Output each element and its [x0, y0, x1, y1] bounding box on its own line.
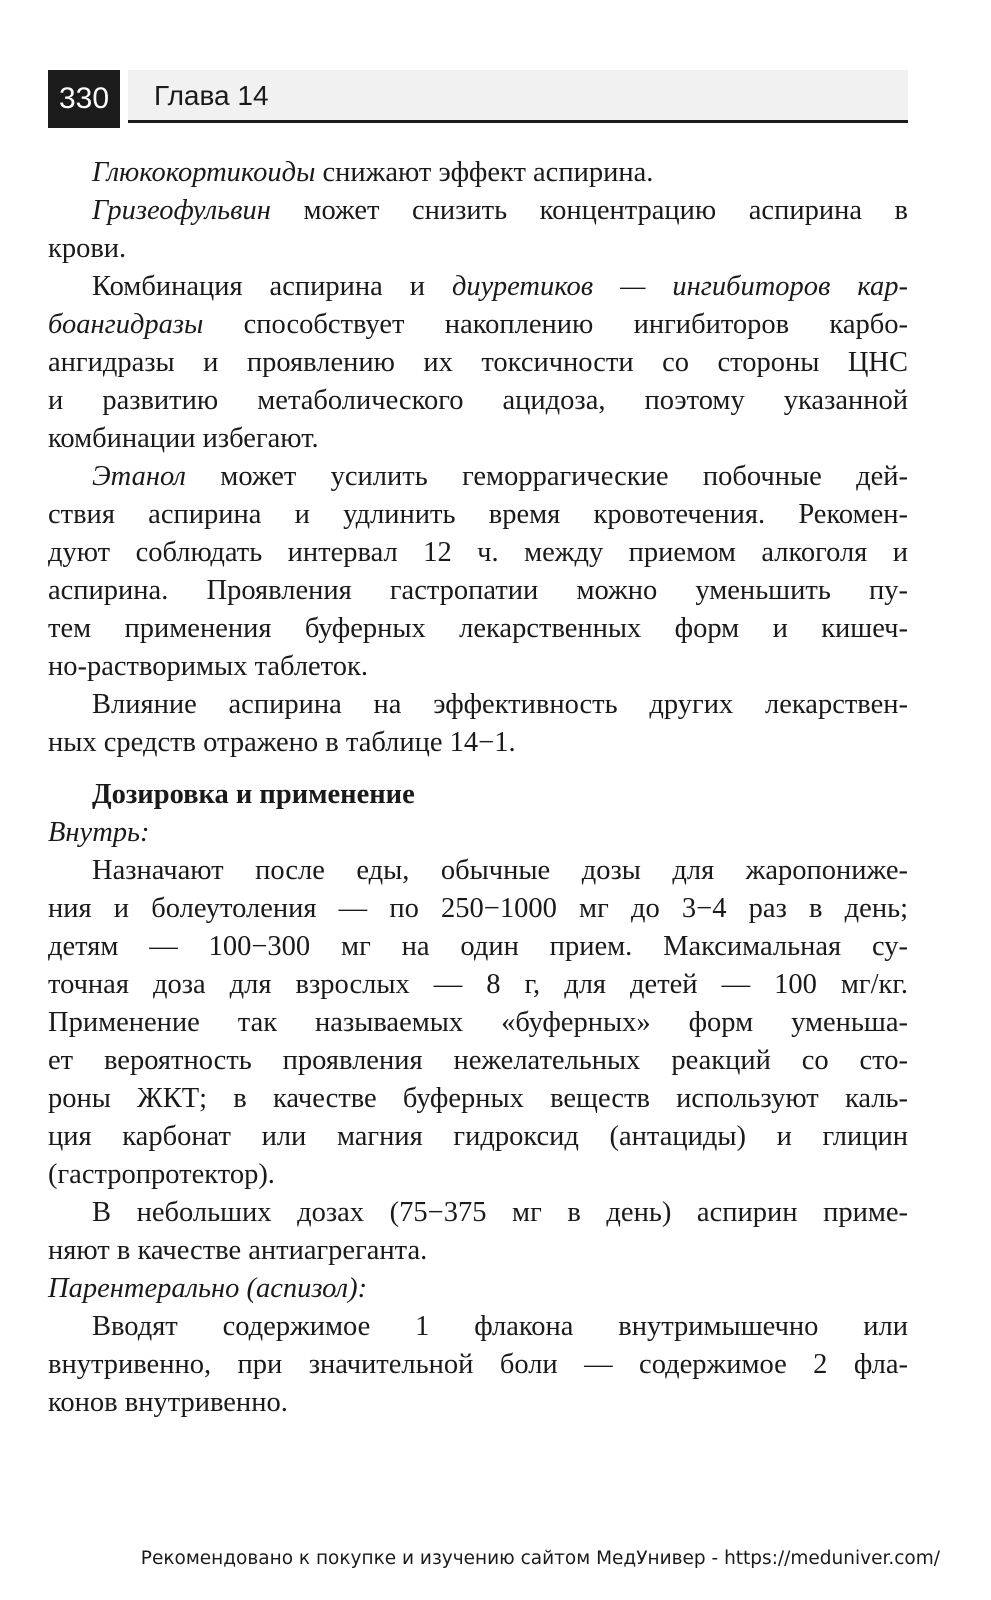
- parenteral-label: [48, 1270, 908, 1308]
- paragraph-glucocorticoids: [48, 154, 908, 192]
- text-line: [48, 192, 908, 230]
- text-line: ция карбонат или магния гидроксид (антациды) и глицин: [48, 1121, 908, 1152]
- paragraph-diuretics: [48, 268, 908, 458]
- text-line: но-растворимых таблеток.: [48, 651, 368, 682]
- text-line: тем применения буферных лекарственных форм и кишеч-: [48, 613, 908, 644]
- body-text: [48, 154, 908, 1422]
- text-line: ствия аспирина и удлинить время кровотечения. Рекомен-: [48, 499, 908, 530]
- text-line: конов внутривенно.: [48, 1387, 288, 1418]
- text-line: и развитию метаболического ацидоза, поэтому указанной: [48, 385, 908, 416]
- paragraph-text: Комбинация аспирина и: [92, 271, 452, 302]
- drug-name: диуретиков — ингибиторов кар-: [451, 271, 908, 302]
- paragraph-oral-dosing: [48, 852, 908, 1194]
- text-line: роны ЖКТ; в качестве буферных веществ используют каль-: [48, 1083, 908, 1114]
- text-line: точная доза для взрослых — 8 г, для детей — 100 мг/кг.: [48, 969, 908, 1000]
- text-line: ангидразы и проявлению их токсичности со стороны ЦНС: [48, 347, 908, 378]
- text-line: В небольших дозах (75−375 мг в день) аспирин приме-: [92, 1197, 908, 1228]
- route-label: Внутрь:: [48, 817, 150, 848]
- drug-name: Глюкокортикоиды: [92, 157, 316, 188]
- text-line: ет вероятность проявления нежелательных реакций со сто-: [48, 1045, 908, 1076]
- text-line: Влияние аспирина на эффективность других лекарствен-: [92, 689, 908, 720]
- oral-label: [48, 814, 908, 852]
- paragraph-griseofulvin: [48, 192, 908, 268]
- route-label: Парентерально (аспизол):: [48, 1273, 368, 1304]
- text-line: детям — 100−300 мг на один прием. Максимальная су-: [48, 931, 908, 962]
- text-line: няют в качестве антиагреганта.: [48, 1235, 428, 1266]
- page-header: [48, 70, 908, 128]
- text-line: комбинации избегают.: [48, 423, 319, 454]
- paragraph-text: способствует накоплению ингибиторов карбо-: [203, 309, 908, 340]
- drug-name: Этанол: [92, 461, 186, 492]
- text-line: [48, 268, 908, 306]
- chapter-bar: [128, 70, 908, 123]
- text-line: Назначают после еды, обычные дозы для жаропониже-: [92, 855, 908, 886]
- drug-name: боангидразы: [48, 309, 204, 340]
- text-line: [48, 306, 908, 344]
- text-line: аспирина. Проявления гастропатии можно уменьшить пу-: [48, 575, 908, 606]
- paragraph-parenteral-dosing: [48, 1308, 908, 1422]
- paragraph-text: снижают эффект аспирина.: [315, 157, 654, 188]
- text-line: ных средств отражено в таблице 14−1.: [48, 727, 516, 758]
- text-line: Вводят содержимое 1 флакона внутримышечно или: [92, 1311, 908, 1342]
- paragraph-ethanol: [48, 458, 908, 686]
- text-line: [48, 458, 908, 496]
- footer-watermark: Рекомендовано к покупке и изучению сайтом МедУнивер - https://meduniver.com/: [140, 1548, 940, 1569]
- paragraph-text: может усилить геморрагические побочные дей-: [185, 461, 908, 492]
- text-line: Применение так называемых «буферных» форм уменьша-: [48, 1007, 908, 1038]
- paragraph-table-reference: [48, 686, 908, 762]
- text-line: крови.: [48, 233, 127, 264]
- drug-name: Гризеофульвин: [92, 195, 271, 226]
- text-line: ния и болеутоления — по 250−1000 мг до 3−4 раз в день;: [48, 893, 908, 924]
- chapter-title: Глава 14: [154, 80, 269, 111]
- text-line: (гастропротектор).: [48, 1159, 275, 1190]
- paragraph-low-dose: [48, 1194, 908, 1270]
- text-line: дуют соблюдать интервал 12 ч. между приемом алкоголя и: [48, 537, 908, 568]
- section-heading: Дозировка и применение: [92, 779, 415, 810]
- spacer: [48, 762, 908, 776]
- page-number: 330: [48, 70, 120, 128]
- text-line: внутривенно, при значительной боли — содержимое 2 фла-: [48, 1349, 908, 1380]
- paragraph-text: может снизить концентрацию аспирина в: [270, 195, 908, 226]
